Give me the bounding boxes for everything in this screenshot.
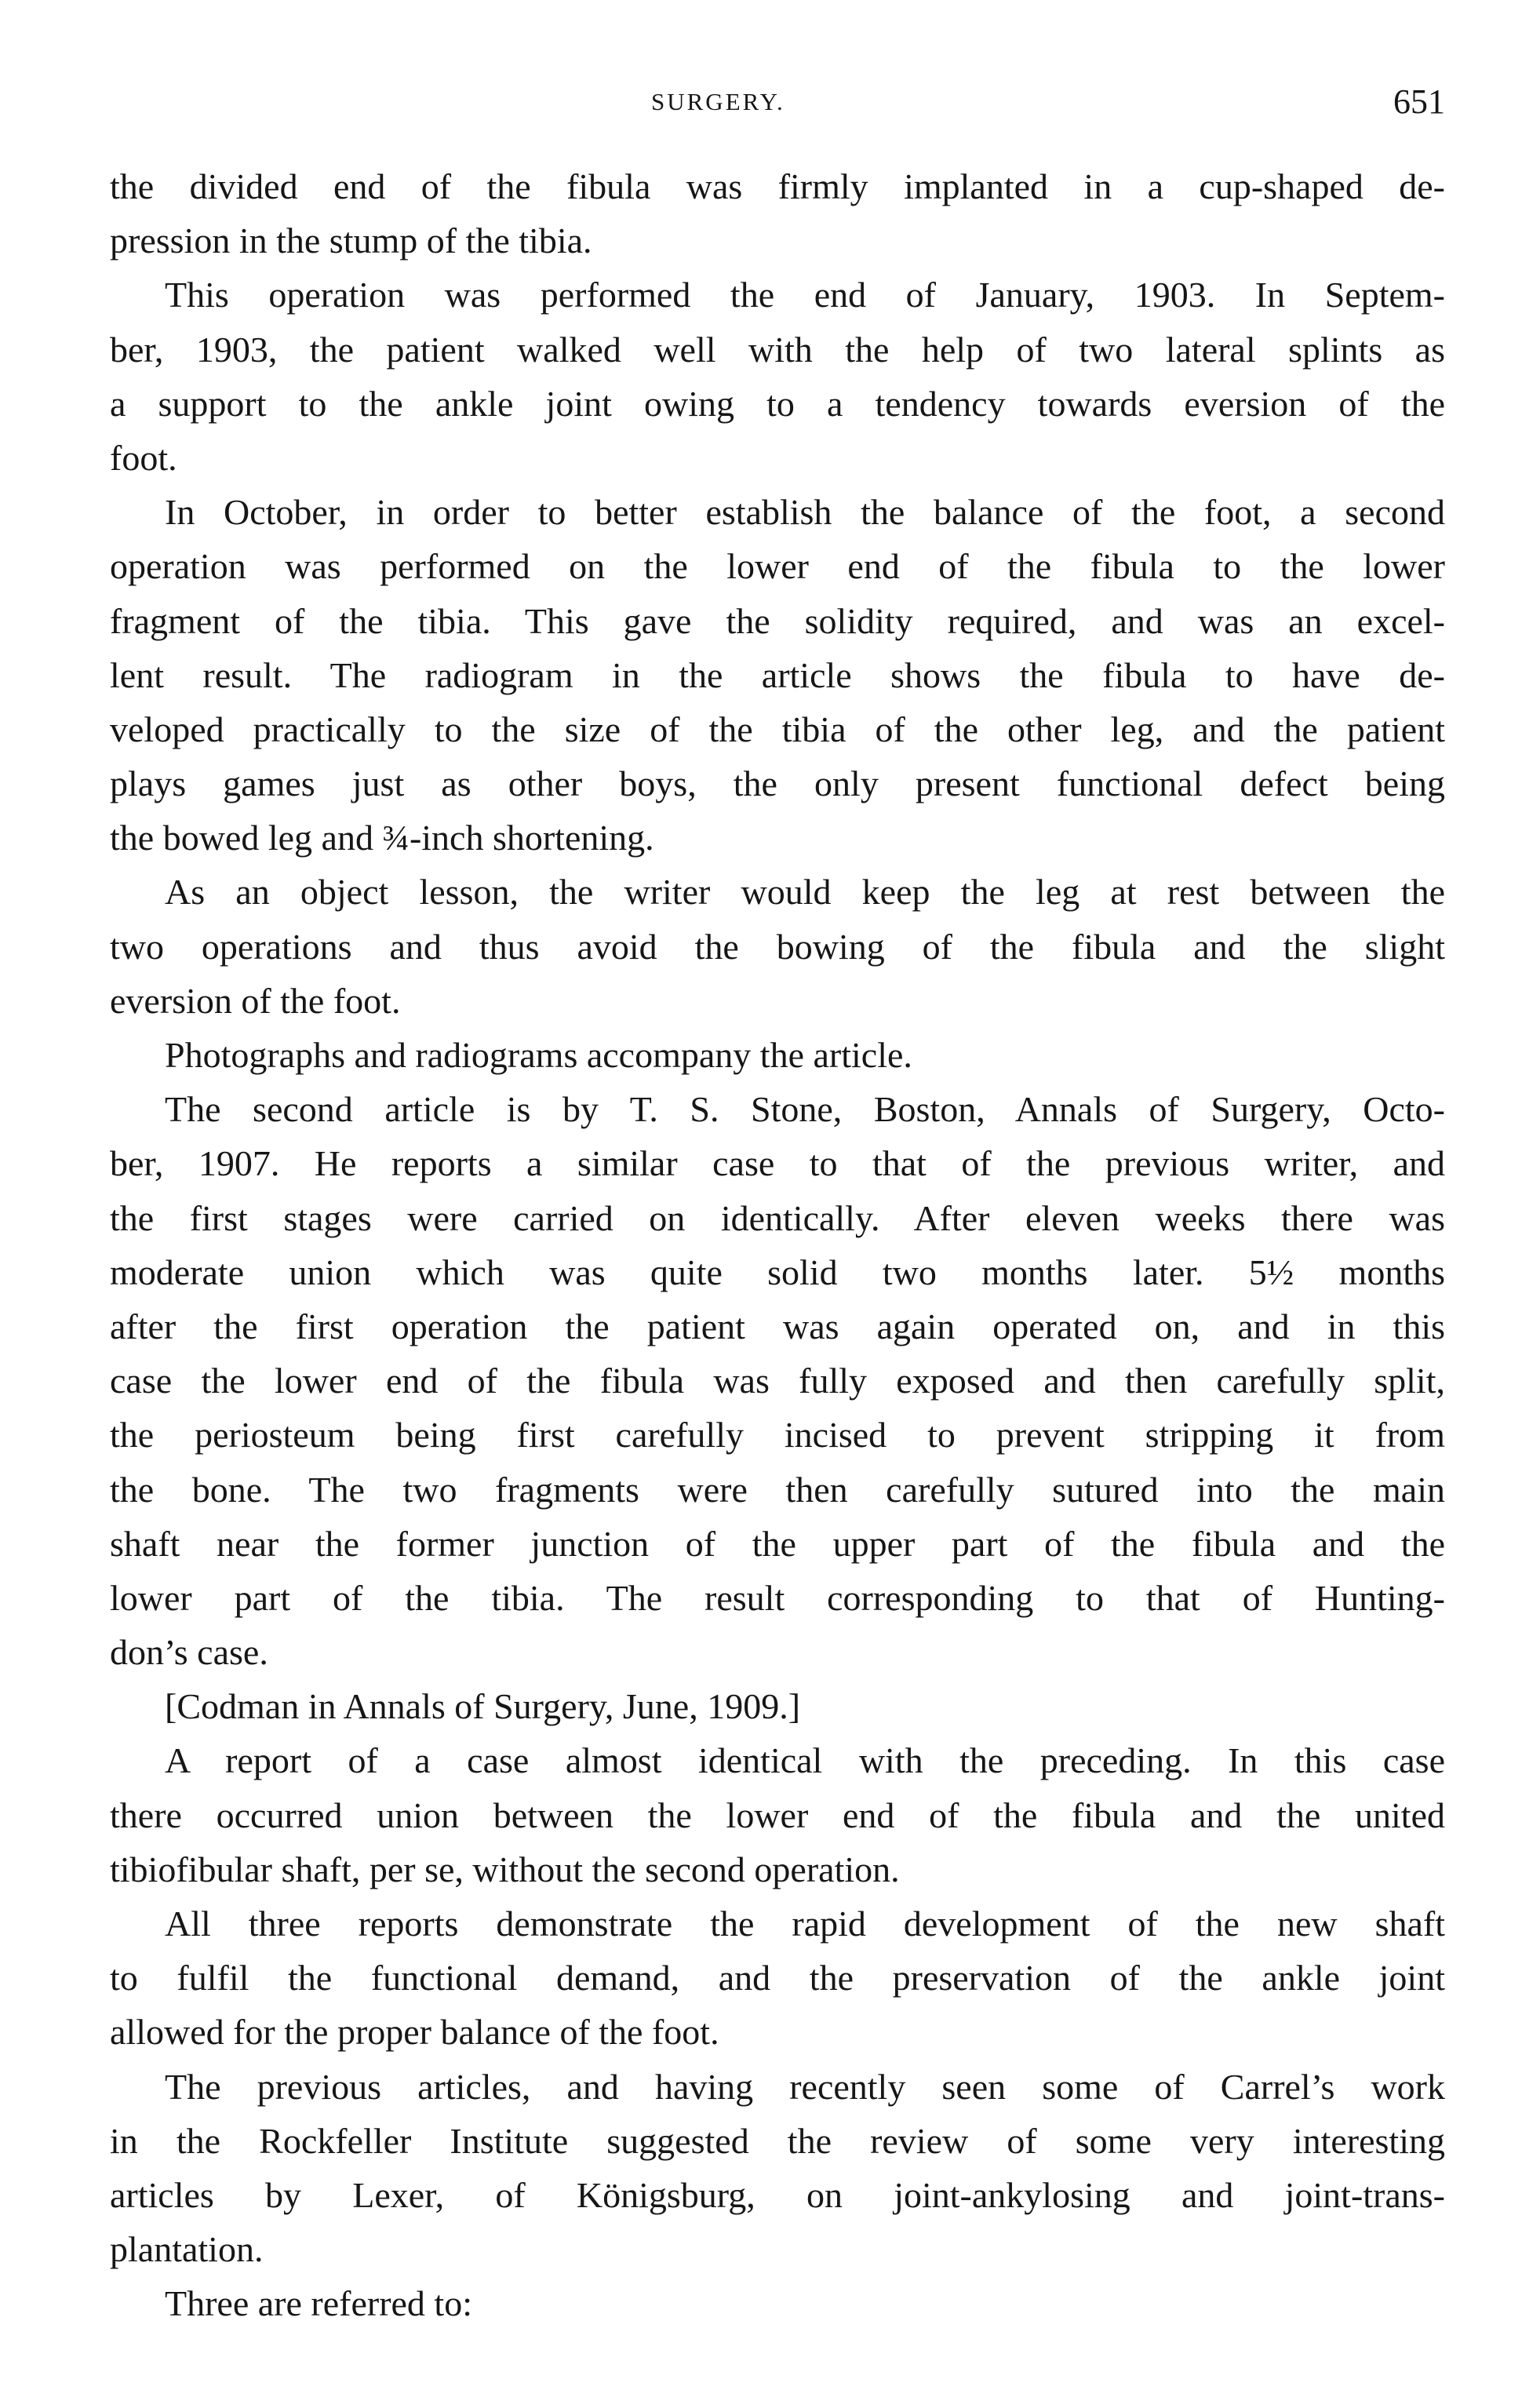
text-line: [Codman in Annals of Surgery, June, 1909.] bbox=[165, 1686, 801, 1727]
text-line: Three are referred to: bbox=[165, 2283, 472, 2324]
text-line: to fulfil the functional demand, and the preservation of the ankle joint bbox=[110, 1958, 1445, 1998]
text-line: pression in the stump of the tibia. bbox=[110, 220, 592, 261]
text-line: the first stages were carried on identically. After eleven weeks there was bbox=[110, 1197, 1445, 1238]
text-line: don’s case. bbox=[110, 1632, 268, 1673]
text-line: Photographs and radiograms accompany the article. bbox=[165, 1035, 912, 1075]
text-line: The second article is by T. S. Stone, Boston, Annals of Surgery, Octo- bbox=[165, 1089, 1445, 1130]
text-line: moderate union which was quite solid two months later. 5½ months bbox=[110, 1252, 1445, 1292]
text-line: lent result. The radiogram in the article shows the fibula to have de- bbox=[110, 654, 1445, 695]
text-line: tibiofibular shaft, per se, without the second operation. bbox=[110, 1849, 900, 1889]
running-header bbox=[104, 78, 1445, 126]
text-line: the bowed leg and ¾-inch shortening. bbox=[110, 818, 654, 858]
text-line: veloped practically to the size of the tibia of the other leg, and the patient bbox=[110, 709, 1445, 749]
text-line: the divided end of the fibula was firmly implanted in a cup-shaped de- bbox=[110, 166, 1445, 206]
text-line: All three reports demonstrate the rapid development of the new shaft bbox=[165, 1904, 1445, 1944]
text-line: A report of a case almost identical with the preceding. In this case bbox=[165, 1740, 1445, 1781]
text-line: fragment of the tibia. This gave the solidity required, and was an excel- bbox=[110, 600, 1445, 641]
text-line: This operation was performed the end of January, 1903. In Septem- bbox=[165, 275, 1445, 315]
text-line: operation was performed on the lower end of the fibula to the lower bbox=[110, 546, 1445, 587]
text-line: case the lower end of the fibula was fully exposed and then carefully split, bbox=[110, 1361, 1445, 1401]
text-line: two operations and thus avoid the bowing of the fibula and the slight bbox=[110, 926, 1445, 967]
text-line: articles by Lexer, of Königsburg, on joint-ankylosing and joint-trans- bbox=[110, 2174, 1445, 2215]
text-line: ber, 1903, the patient walked well with the help of two lateral splints as bbox=[110, 329, 1445, 370]
text-line: shaft near the former junction of the upper part of the fibula and the bbox=[110, 1523, 1445, 1564]
text-line: As an object lesson, the writer would keep the leg at rest between the bbox=[165, 872, 1445, 913]
text-line: In October, in order to better establish the balance of the foot, a second bbox=[165, 492, 1445, 533]
text-line: The previous articles, and having recently seen some of Carrel’s work bbox=[165, 2066, 1445, 2107]
text-line: foot. bbox=[110, 437, 177, 478]
text-line: lower part of the tibia. The result corresponding to that of Hunting- bbox=[110, 1577, 1445, 1618]
text-line: ber, 1907. He reports a similar case to that of the previous writer, and bbox=[110, 1143, 1445, 1184]
text-line: the periosteum being first carefully incised to prevent stripping it from bbox=[110, 1415, 1445, 1456]
running-title: SURGERY. bbox=[651, 88, 785, 115]
text-line: the bone. The two fragments were then carefully sutured into the main bbox=[110, 1469, 1445, 1510]
text-line: after the first operation the patient was again operated on, and in this bbox=[110, 1306, 1445, 1346]
body-text bbox=[110, 159, 1445, 2331]
text-line: plays games just as other boys, the only present functional defect being bbox=[110, 763, 1445, 804]
text-line: plantation. bbox=[110, 2229, 264, 2270]
text-line: in the Rockfeller Institute suggested the review of some very interesting bbox=[110, 2120, 1445, 2161]
text-line: there occurred union between the lower end of the fibula and the united bbox=[110, 1794, 1445, 1835]
text-line: allowed for the proper balance of the foot. bbox=[110, 2012, 719, 2053]
page-number: 651 bbox=[1393, 82, 1445, 121]
text-line: a support to the ankle joint owing to a tendency towards eversion of the bbox=[110, 383, 1445, 424]
text-line: eversion of the foot. bbox=[110, 980, 401, 1021]
